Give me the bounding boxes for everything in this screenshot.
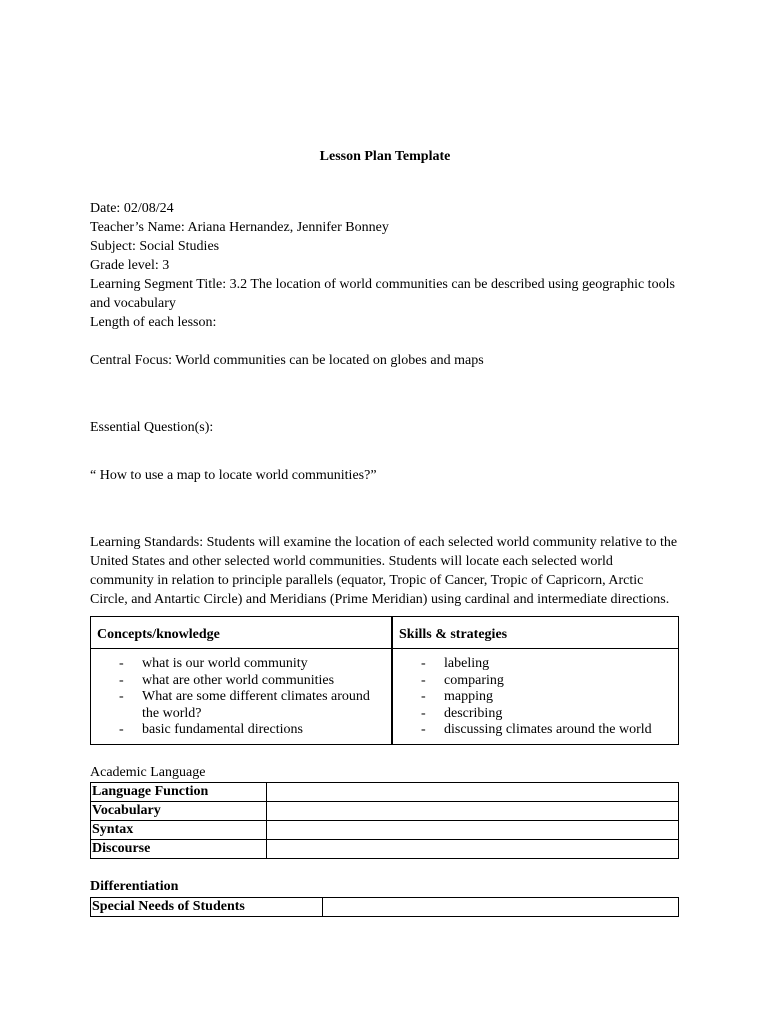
- concepts-cell: [91, 649, 393, 745]
- lesson-plan-header: [90, 147, 680, 609]
- learning-standards-field: Learning Standards: Students will examine the location of each selected world community relative to the United States and other selected world communities. Students will locate each selected world community in relation to principle parallels (equator, Tropic of Cancer, Tropic of Capricorn, Arctic Circle, and Antartic Circle) and Meridians (Prime Meridian) using cardinal and intermediate directions.: [90, 535, 678, 607]
- skills-header: Skills & strategies: [392, 617, 679, 649]
- skills-list: [399, 656, 672, 739]
- vocabulary-label: Vocabulary: [91, 802, 267, 821]
- special-needs-label: Special Needs of Students: [91, 898, 323, 917]
- table-row: [91, 840, 679, 859]
- document-title: Lesson Plan Template: [319, 149, 451, 164]
- list-item: - comparing: [399, 673, 672, 690]
- syntax-label: Syntax: [91, 821, 267, 840]
- central-focus-field: Central Focus: World communities can be located on globes and maps: [90, 353, 484, 368]
- discourse-value: [267, 840, 679, 859]
- differentiation-table: [90, 897, 679, 917]
- teacher-name-field: Teacher’s Name: Ariana Hernandez, Jennifer Bonney: [90, 220, 389, 235]
- essential-question-label: Essential Question(s):: [90, 420, 214, 435]
- list-item: - what is our world community: [97, 656, 385, 673]
- vocabulary-value: [267, 802, 679, 821]
- differentiation-label: Differentiation: [90, 879, 179, 894]
- lesson-length-field: Length of each lesson:: [90, 315, 217, 330]
- essential-question-text: “ How to use a map to locate world communities?”: [90, 468, 377, 483]
- special-needs-value: [323, 898, 679, 917]
- list-item: - describing: [399, 706, 672, 723]
- list-item: - discussing climates around the world: [399, 722, 672, 739]
- skills-cell: [392, 649, 679, 745]
- subject-field: Subject: Social Studies: [90, 239, 220, 254]
- syntax-value: [267, 821, 679, 840]
- list-item: - basic fundamental directions: [97, 722, 385, 739]
- table-row: [91, 802, 679, 821]
- table-row: [91, 898, 679, 917]
- concepts-header: Concepts/knowledge: [91, 617, 393, 649]
- list-item: - labeling: [399, 656, 672, 673]
- language-function-label: Language Function: [91, 783, 267, 802]
- list-item: - what are other world communities: [97, 673, 385, 690]
- grade-level-field: Grade level: 3: [90, 258, 170, 273]
- academic-language-table: [90, 782, 679, 859]
- concepts-skills-table: [90, 616, 679, 745]
- table-row: [91, 783, 679, 802]
- discourse-label: Discourse: [91, 840, 267, 859]
- table-row: [91, 821, 679, 840]
- list-item: - mapping: [399, 689, 672, 706]
- language-function-value: [267, 783, 679, 802]
- concepts-list: [97, 656, 385, 739]
- list-item: - What are some different climates around the world?: [97, 689, 385, 722]
- academic-language-label: Academic Language: [90, 765, 206, 780]
- date-field: Date: 02/08/24: [90, 201, 174, 216]
- learning-segment-title-field: Learning Segment Title: 3.2 The location of world communities can be described using geographic tools and vocabulary: [90, 277, 675, 311]
